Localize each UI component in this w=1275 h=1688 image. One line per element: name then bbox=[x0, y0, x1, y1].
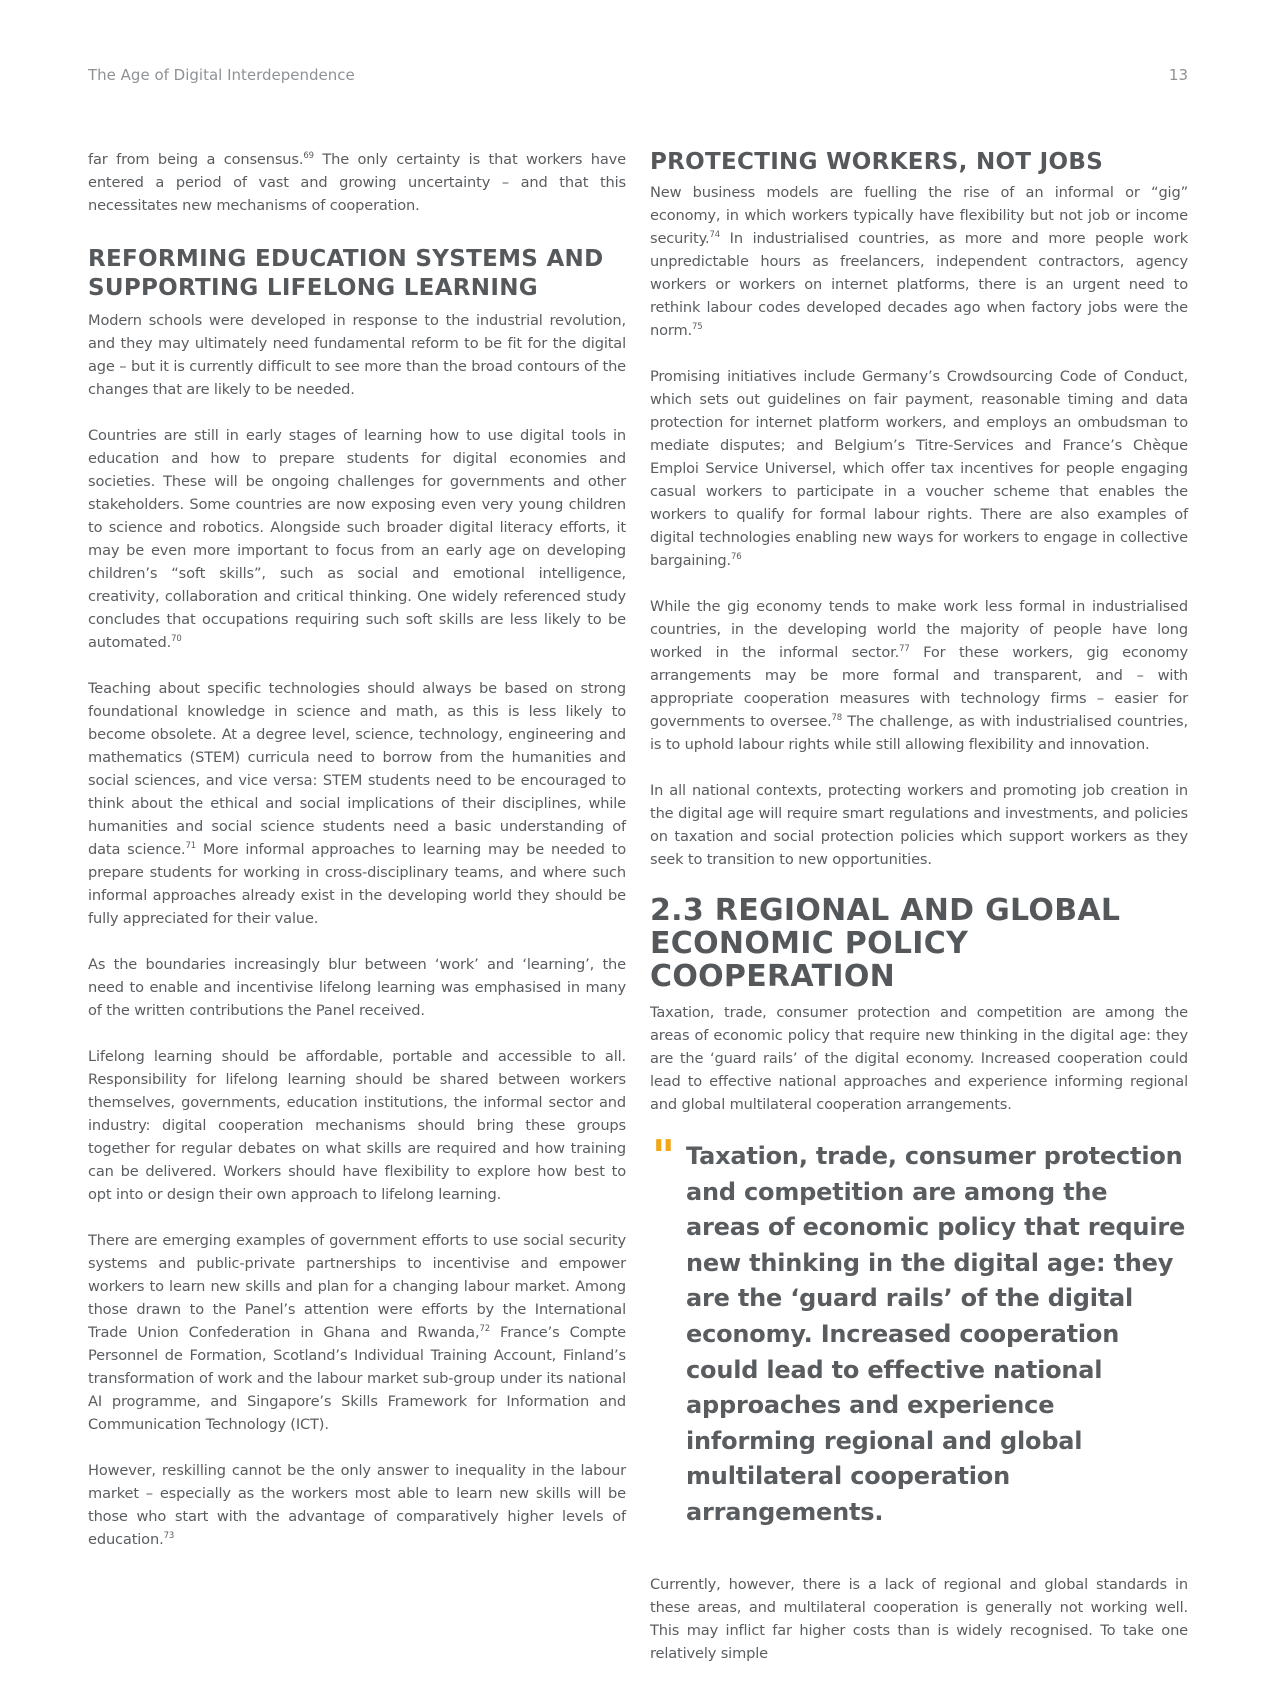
pull-quote bbox=[650, 1131, 1188, 1531]
pull-quote-text: Taxation, trade, consumer protection and competition are among the areas of economic policy that require new thinking in the digital age: they are the ‘guard rails’ of the digital economy. Increased cooperation could lead to effective national approaches and experience informing regional and global multilateral cooperation arrangements. bbox=[686, 1142, 1186, 1526]
right-column bbox=[650, 148, 1188, 1688]
paragraph: Modern schools were developed in response to the industrial revolution, and they may ultimately need fundamental reform to be fit for the digital age – but it is currently difficult to see more than the broad contours of the changes that are likely to be needed. bbox=[88, 312, 626, 398]
paragraph: New business models are fuelling the rise of an informal or “gig” economy, in which workers typically have flexibility but not job or income security.$^{74}$ In industrialised countries, as more and more people work unpredictable hours as freelancers, independent contractors, agency workers or workers on internet platforms, there is an urgent need to rethink labour codes developed decades ago when factory jobs were the norm.$^{75}$ bbox=[650, 184, 1188, 339]
footnote-ref: 73 bbox=[163, 1531, 175, 1542]
paragraph: However, reskilling cannot be the only answer to inequality in the labour market – especially as the workers most able to learn new skills will be those who start with the advantage of comparatively higher levels of education.$^{73}$ bbox=[88, 1462, 626, 1548]
running-header bbox=[88, 66, 1188, 88]
footnote-ref: 78 bbox=[831, 713, 842, 724]
paragraph: Lifelong learning should be affordable, portable and accessible to all. Responsibility for lifelong learning should be shared between workers themselves, governments, education institutions, the informal sector and industry: digital cooperation mechanisms should bring these groups together for regular debates on what skills are required and how training can be delivered. Workers should have flexibility to explore how best to opt into or design their own approach to lifelong learning. bbox=[88, 1048, 626, 1203]
footnote-ref: 75 bbox=[692, 322, 703, 333]
footnote-ref: 74 bbox=[709, 230, 721, 241]
paragraph: There are emerging examples of government efforts to use social security systems and public-private partnerships to incentivise and empower workers to learn new skills and plan for a changing labour market. Among those drawn to the Panel’s attention were efforts by the International Trade Union Confederation in Ghana and Rwanda,$^{72}$ France’s Compte Personnel de Formation, Scotland’s Individual Training Account, Finland’s transformation of work and the labour market sub-group under its national AI programme, and Singapore’s Skills Framework for Information and Communication Technology (ICT). bbox=[88, 1232, 626, 1433]
footnote-ref: 77 bbox=[899, 644, 910, 655]
paragraph: Countries are still in early stages of learning how to use digital tools in education and how to prepare students for digital economies and societies. These will be ongoing challenges for governments and other stakeholders. Some countries are now exposing even very young children to science and robotics. Alongside such broader digital literacy efforts, it may be even more important to focus from an early age on developing children’s “soft skills”, such as social and emotional intelligence, creativity, collaboration and critical thinking. One widely referenced study concludes that occupations requiring such soft skills are less likely to be automated.$^{70}$ bbox=[88, 427, 626, 651]
quote-mark-icon: " bbox=[652, 1131, 675, 1182]
paragraph: While the gig economy tends to make work less formal in industrialised countries, in the developing world the majority of people have long worked in the informal sector.$^{77}$ For these workers, gig economy arrangements may be more formal and transparent, and – with appropriate cooperation measures with technology firms – easier for governments to oversee.$^{78}$ The challenge, as with industrialised countries, is to uphold labour rights while still allowing flexibility and innovation. bbox=[650, 598, 1188, 753]
footnote-ref: 72 bbox=[479, 1324, 490, 1335]
footnote-ref: 71 bbox=[185, 841, 197, 852]
paragraph: Promising initiatives include Germany’s Crowdsourcing Code of Conduct, which sets out guidelines on fair payment, reasonable timing and data protection for internet platform workers, and employs an ombudsman to mediate disputes; and Belgium’s Titre-Services and France’s Chèque Emploi Service Universel, which offer tax incentives for people engaging casual workers to participate in a voucher scheme that enables the workers to qualify for formal labour rights. There are also examples of digital technologies enabling new ways for workers to engage in collective bargaining.$^{76}$ bbox=[650, 368, 1188, 569]
footnote-ref: 69 bbox=[303, 151, 314, 162]
running-title: The Age of Digital Interdependence bbox=[88, 66, 355, 84]
page-number: 13 bbox=[1168, 66, 1188, 84]
footnote-ref: 70 bbox=[171, 634, 182, 645]
paragraph: Currently, however, there is a lack of regional and global standards in these areas, and multilateral cooperation is generally not working well. This may inflict far higher costs than is widely recognised. To take one relatively simple bbox=[650, 1575, 1188, 1662]
paragraph: Teaching about specific technologies should always be based on strong foundational knowledge in science and math, as this is less likely to become obsolete. At a degree level, science, technology, engineering and mathematics (STEM) curricula need to borrow from the humanities and social sciences, and vice versa: STEM students need to be encouraged to think about the ethical and social implications of their disciplines, while humanities and social science students need a basic understanding of data science.$^{71}$ More informal approaches to learning may be needed to prepare students for working in cross-disciplinary teams, and where such informal approaches already exist in the developing world they should be fully appreciated for their value. bbox=[88, 680, 626, 927]
paragraph: As the boundaries increasingly blur between ‘work’ and ‘learning’, the need to enable and incentivise lifelong learning was emphasised in many of the written contributions the Panel received. bbox=[88, 956, 626, 1019]
paragraph: In all national contexts, protecting workers and promoting job creation in the digital age will require smart regulations and investments, and policies on taxation and social protection policies which support workers as they seek to transition to new opportunities. bbox=[650, 782, 1188, 868]
subheading-reforming-education: REFORMING EDUCATION SYSTEMS AND SUPPORTING LIFELONG LEARNING bbox=[88, 246, 604, 301]
subheading-protecting-workers: PROTECTING WORKERS, NOT JOBS bbox=[650, 149, 1104, 175]
left-column bbox=[88, 148, 626, 1574]
section-heading: 2.3 REGIONAL AND GLOBAL ECONOMIC POLICY COOPERATION bbox=[650, 893, 1121, 994]
footnote-ref: 76 bbox=[731, 552, 742, 563]
paragraph: Taxation, trade, consumer protection and competition are among the areas of economic policy that require new thinking in the digital age: they are the ‘guard rails’ of the digital economy. Increased cooperation could lead to effective national approaches and experience informing regional and global multilateral cooperation arrangements. bbox=[650, 1004, 1188, 1113]
paragraph: far from being a consensus.$^{69}$ The only certainty is that workers have entered a period of vast and growing uncertainty – and that this necessitates new mechanisms of cooperation. bbox=[88, 151, 626, 214]
